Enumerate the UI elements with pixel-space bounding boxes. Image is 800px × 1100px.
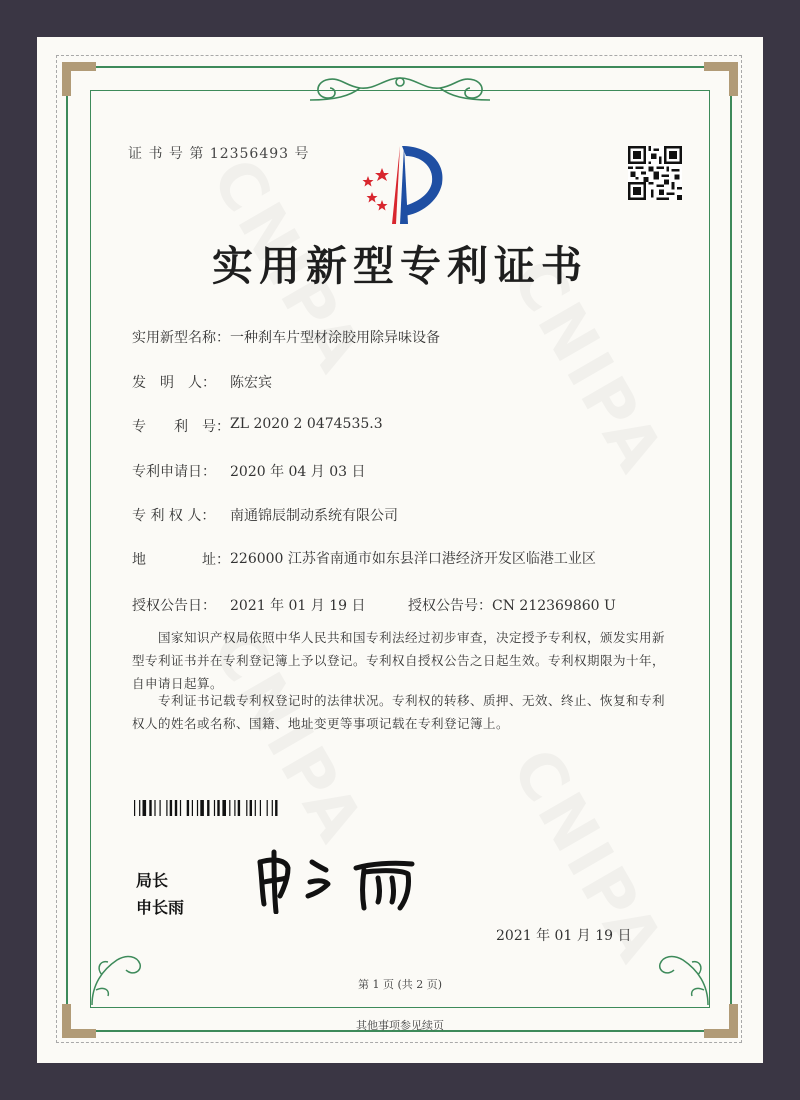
field-address: [132, 549, 610, 569]
top-scroll-ornament: [290, 70, 510, 110]
corner-ornament-top-right: [704, 62, 738, 96]
field-value: 226000 江苏省南通市如东县洋口港经济开发区临港工业区: [230, 551, 596, 567]
certificate-title: 实用新型专利证书: [212, 242, 588, 290]
issue-date: 2021 年 01 月 19 日: [496, 928, 632, 944]
field-label: 专利申请日：: [132, 464, 216, 480]
field-value: 南通锦辰制动系统有限公司: [230, 508, 398, 524]
field-label: 实用新型名称：: [132, 330, 230, 346]
field-label: 发 明 人：: [132, 375, 216, 391]
field-value: 2021 年 01 月 19 日: [230, 598, 366, 614]
field-value: ZL 2020 2 0474535.3: [230, 416, 383, 432]
field-label: 专 利 权 人：: [132, 508, 216, 524]
signatory-name: 申长雨: [136, 898, 185, 917]
field-label: 地 址：: [132, 552, 230, 568]
cnipa-logo-icon: [348, 140, 458, 226]
field-application-date: [132, 461, 366, 481]
field-patentee: [132, 505, 398, 525]
corner-ornament-top-left: [62, 62, 96, 96]
field-label: 专 利 号：: [132, 419, 230, 435]
grant-number-value: CN 212369860 U: [492, 598, 616, 614]
bottom-left-floral-ornament: [82, 930, 152, 1010]
signatory-title: 局长: [136, 871, 169, 890]
field-value: 一种刹车片型材涂胶用除异味设备: [230, 330, 440, 346]
field-inventor: [132, 372, 272, 392]
field-value: 2020 年 04 月 03 日: [230, 464, 366, 480]
certificate-number: 证 书 号 第 12356493 号: [128, 146, 310, 162]
handwritten-signature: [252, 848, 422, 914]
barcode: [134, 800, 324, 816]
field-patent-number: [132, 416, 383, 436]
bottom-right-floral-ornament: [648, 930, 718, 1010]
page-number: 第 1 页 (共 2 页): [357, 978, 443, 991]
field-label: 授权公告日：: [132, 598, 216, 614]
field-utility-model-name: [132, 327, 440, 347]
statement-paragraph-2: 专利证书记载专利权登记时的法律状况。专利权的转移、质押、无效、终止、恢复和专利权人的姓名或名称、国籍、地址变更等事项记载在专利登记簿上。: [132, 693, 666, 731]
field-grant-date: [132, 595, 616, 615]
field-value: 陈宏宾: [230, 375, 272, 391]
statement-paragraph-1: 国家知识产权局依照中华人民共和国专利法经过初步审查，决定授予专利权，颁发实用新型专利证书并在专利登记簿上予以登记。专利权自授权公告之日起生效。专利权期限为十年，自申请日起算。: [132, 630, 666, 691]
grant-number-label: 授权公告号：: [408, 598, 492, 614]
continuation-footnote: 其他事项参见续页: [356, 1019, 444, 1032]
qr-code: [628, 146, 682, 200]
